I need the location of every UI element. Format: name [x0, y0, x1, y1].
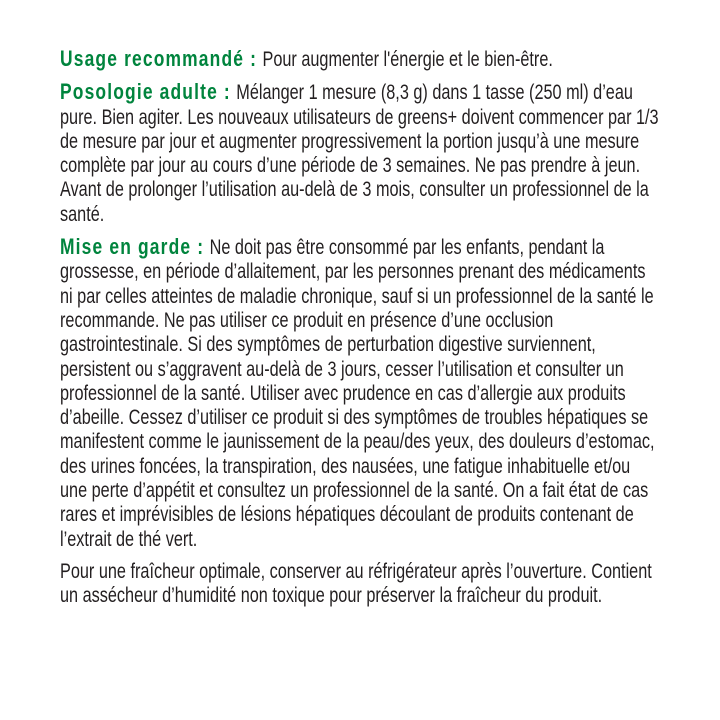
usage-heading: Usage recommandé : [60, 46, 258, 71]
warning-paragraph [60, 235, 660, 552]
label-text-block [60, 47, 720, 609]
dosage-heading: Posologie adulte : [60, 79, 231, 105]
dosage-body: Mélanger 1 mesure (8,3 g) dans 1 tasse (250 ml) d’eau pure. Bien agiter. Les nouveaux utilisateurs de greens+ doivent commencer par 1/3 de mesure par jour et augmenter progressivement la portion jusqu’à une mesure complète par jour au cours d’une période de 3 semaines. Ne pas prendre à jeun. Avant de prolonger l’utilisation au-delà de 3 mois, consulter un professionnel de la santé. [60, 81, 659, 226]
storage-paragraph [60, 560, 660, 609]
storage-body: Pour une fraîcheur optimale, conserver au réfrigérateur après l’ouverture. Contient un assécheur d’humidité non toxique pour préserver la fraîcheur du produit. [60, 559, 652, 608]
label-text-inner [60, 47, 660, 609]
usage-body: Pour augmenter l'énergie et le bien-être. [262, 48, 553, 71]
warning-heading: Mise en garde : [60, 234, 205, 260]
dosage-paragraph [60, 80, 660, 227]
usage-paragraph [60, 47, 660, 72]
warning-body: Ne doit pas être consommé par les enfants, pendant la grossesse, en période d’allaitement, par les personnes prenant des médicaments ni par celles atteintes de maladie chronique, sauf si un professionnel de la santé le recommande. Ne pas utiliser ce produit en présence d’une occlusion gastrointestinale. Si des symptômes de perturbation digestive surviennent, persistent ou s’aggravent au-delà de 3 jours, cesser l’utilisation et consulter un professionnel de la santé. Utiliser avec prudence en cas d’allergie aux produits d’abeille. Cessez d’utiliser ce produit si des symptômes de troubles hépatiques se manifestent comme le jaunissement de la peau/des yeux, des douleurs d’estomac, des urines foncées, la transpiration, des nausées, une fatigue inhabituelle et/ou une perte d’appétit et consultez un professionnel de la santé. On a fait état de cas rares et imprévisibles de lésions hépatiques découlant de produits contenant de l’extrait de thé vert. [60, 236, 655, 551]
